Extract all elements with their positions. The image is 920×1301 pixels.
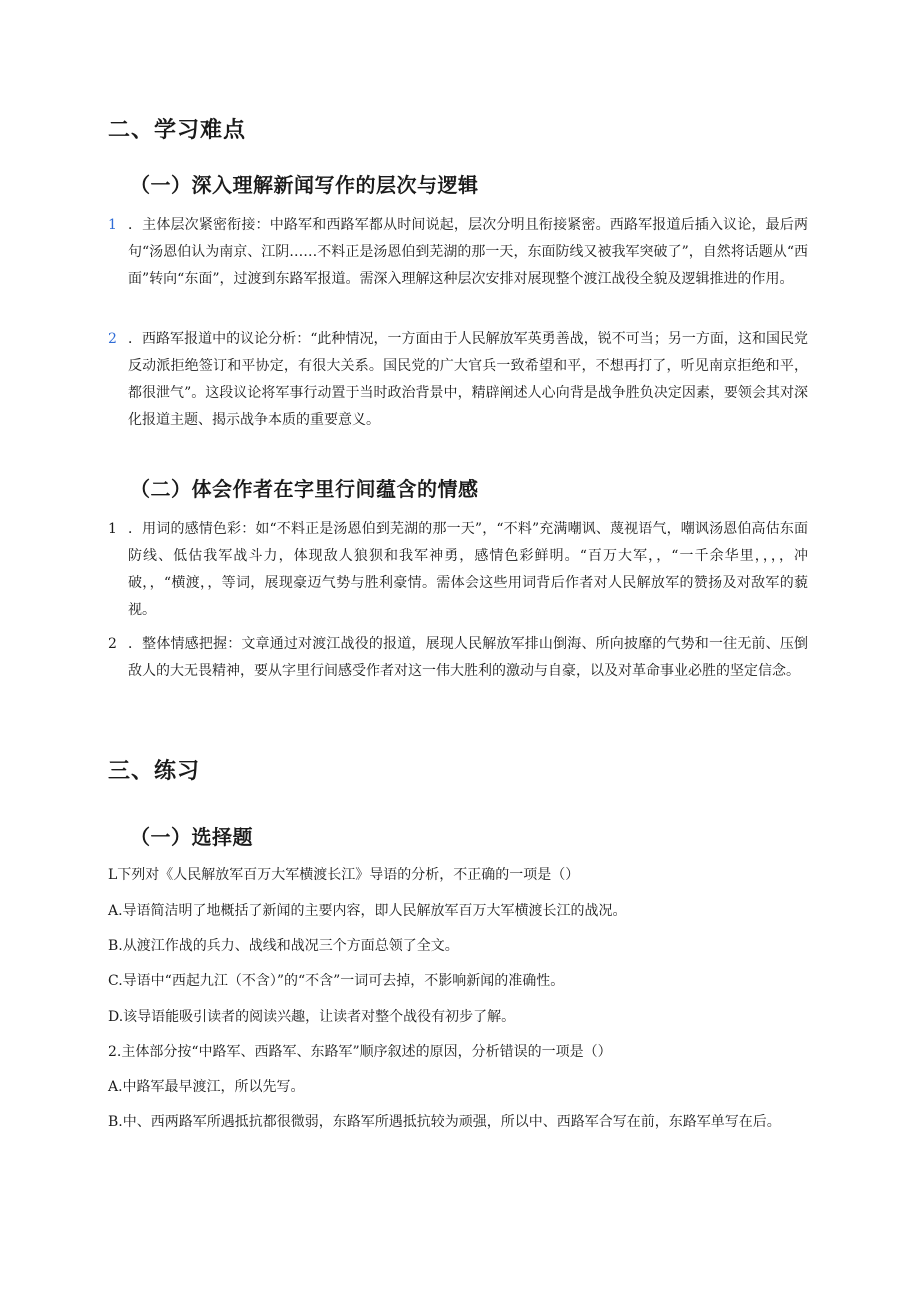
option-c: C.导语中“西起九江（不含）”的“不含”一词可去掉，不影响新闻的准确性。 xyxy=(108,973,565,989)
option-b: B.从渡江作战的兵力、战线和战况三个方面总领了全文。 xyxy=(108,938,459,954)
list-item xyxy=(108,212,808,293)
list-number: 2 xyxy=(108,331,117,347)
option-a: A.导语简洁明了地概括了新闻的主要内容，即人民解放军百万大军横渡长江的战况。 xyxy=(108,903,627,919)
question-stem: 2.主体部分按“中路军、西路军、东路军”顺序叙述的原因，分析错误的一项是（） xyxy=(108,1044,612,1060)
option-a: A.中路军最早渡江，所以先写。 xyxy=(108,1079,305,1095)
subheading-logic: （一）深入理解新闻写作的层次与逻辑 xyxy=(130,173,479,197)
list-item-text: ．西路军报道中的议论分析：“此种情况，一方面由于人民解放军英勇善战，锐不可当；另一方面，这和国民党反动派拒绝签订和平协定，有很大关系。国民党的广大官兵一致希望和平，不想再打了，听见南京拒绝和平，都很泄气”。这段议论将军事行动置于当时政治背景中，精辟阐述人心向背是战争胜负决定因素，要领会其对深化报道主题、揭示战争本质的重要意义。 xyxy=(128,331,808,428)
subheading-multiple-choice: （一）选择题 xyxy=(130,825,253,849)
list-item xyxy=(108,326,808,434)
list-item-text: ．整体情感把握：文章通过对渡江战役的报道，展现人民解放军排山倒海、所向披靡的气势和一往无前、压倒敌人的大无畏精神，要从字里行间感受作者对这一伟大胜利的激动与自豪，以及对革命事业必胜的坚定信念。 xyxy=(128,636,808,679)
list-number: 1 xyxy=(108,521,117,537)
section-heading-difficulties: 二、学习难点 xyxy=(108,118,247,143)
list-item xyxy=(108,631,808,685)
section-heading-practice: 三、练习 xyxy=(108,759,201,784)
list-item-text: ．主体层次紧密衔接：中路军和西路军都从时间说起，层次分明且衔接紧密。西路军报道后插入议论，最后两句“汤恩伯认为南京、江阴……不料正是汤恩伯到芜湖的那一天，东面防线又被我军突破了”，自然将话题从“西面”转向“东面”，过渡到东路军报道。需深入理解这种层次安排对展现整个渡江战役全貌及逻辑推进的作用。 xyxy=(128,217,808,287)
question-stem: L下列对《人民解放军百万大军横渡长江》导语的分析，不正确的一项是（） xyxy=(108,867,580,883)
list-item xyxy=(108,516,808,624)
option-b: B.中、西两路军所遇抵抗都很微弱，东路军所遇抵抗较为顽强，所以中、西路军合写在前，东路军单写在后。 xyxy=(108,1114,781,1130)
subheading-emotion: （二）体会作者在字里行间蕴含的情感 xyxy=(130,477,479,501)
list-item-text: ．用词的感情色彩：如“不料正是汤恩伯到芜湖的那一天”，“不料”充满嘲讽、蔑视语气，嘲讽汤恩伯高估东面防线、低估我军战斗力，体现敌人狼狈和我军神勇，感情色彩鲜明。“百万大军，，“一千余华里，，，，冲破，，“横渡，，等词，展现豪迈气势与胜利豪情。需体会这些用词背后作者对人民解放军的赞扬及对敌军的藐视。 xyxy=(128,521,808,618)
list-number: 1 xyxy=(108,217,117,233)
list-number: 2 xyxy=(108,636,117,652)
option-d: D.该导语能吸引读者的阅读兴趣，让读者对整个战役有初步了解。 xyxy=(108,1009,516,1025)
